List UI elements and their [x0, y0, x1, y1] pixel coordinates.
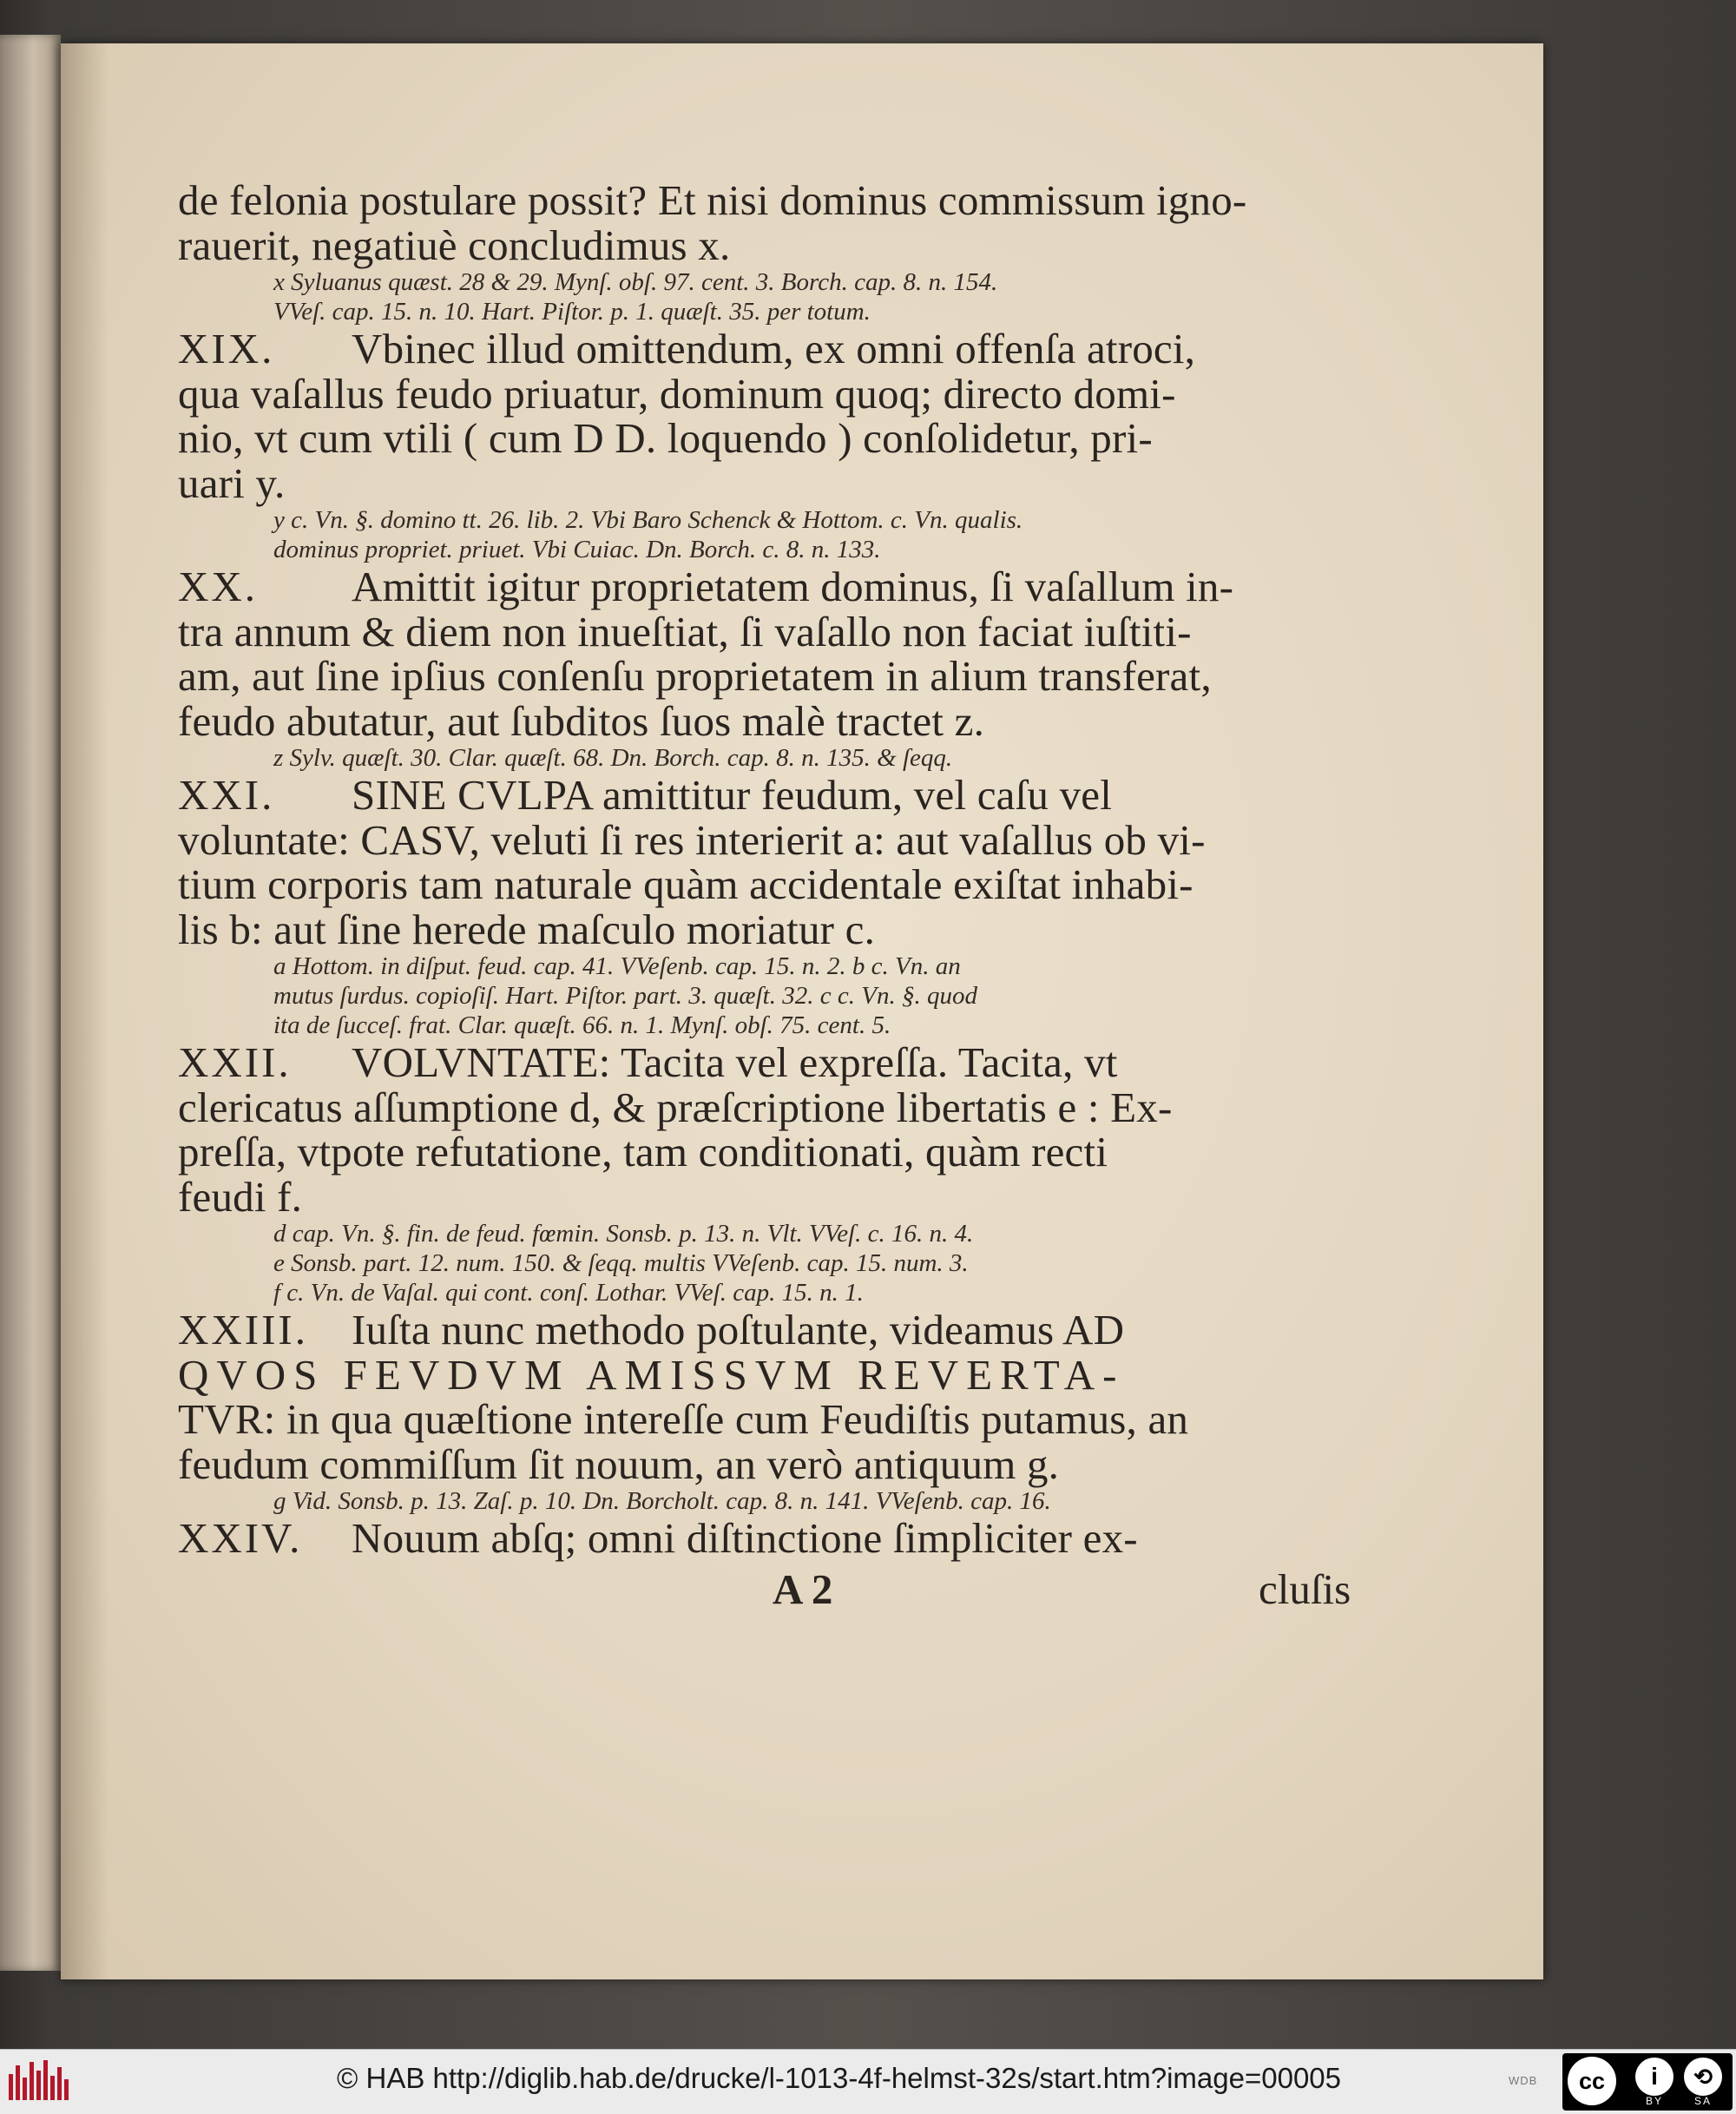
text-line: voluntate: CASV, veluti ſi res interierit a: aut vaſallus ob vi- [178, 815, 1206, 864]
text-line: clericatus aſſumptione d, & præſcriptione libertatis e : Ex- [178, 1083, 1173, 1131]
paragraph-text: Amittit igitur proprietatem dominus, ſi vaſallum in- [352, 563, 1234, 610]
footnote-line: g Vid. Sonsb. p. 13. Zaſ. p. 10. Dn. Borcholt. cap. 8. n. 141. VVeſenb. cap. 16. [273, 1487, 1051, 1515]
paragraph-text: Vbinec illud omittendum, ex omni offenſa atroci, [352, 325, 1196, 372]
paragraph-start-line [178, 1040, 1263, 1085]
text-line: tra annum & diem non inueſtiat, ſi vaſallo non faciat iuſtiti- [178, 607, 1192, 655]
text-line: nio, vt cum vtili ( cum D D. loquendo ) conſolidetur, pri- [178, 414, 1153, 462]
paragraph-start-line [178, 1307, 1263, 1353]
text-line: rauerit, negatiuè concludimus x. [178, 221, 731, 269]
text-line: feudo abutatur, aut ſubditos ſuos malè tractet z. [178, 696, 985, 745]
footnote-line: dominus propriet. priuet. Vbi Cuiac. Dn. Borch. c. 8. n. 133. [273, 536, 881, 563]
paragraph-text: SINE CVLPA amittitur feudum, vel caſu vel [352, 771, 1113, 819]
paragraph-number: XX. [178, 563, 259, 610]
signature-mark: A 2 [773, 1564, 833, 1613]
book-page [61, 43, 1543, 1979]
paragraph-start-line [178, 326, 1263, 372]
text-line: feudi f. [178, 1172, 303, 1221]
sa-icon: ⟲ [1684, 2058, 1722, 2096]
footer-bar [0, 2049, 1736, 2114]
footnote-line: d cap. Vn. §. fin. de feud. fœmin. Sonsb. p. 13. n. Vlt. VVeſ. c. 16. n. 4. [273, 1220, 974, 1248]
text-line: am, aut ſine ipſius conſenſu proprietatem in alium transferat, [178, 652, 1212, 700]
text-line: lis b: aut ſine herede maſculo moriatur c. [178, 905, 876, 953]
text-line: de felonia postulare possit? Et nisi dominus commissum igno- [178, 176, 1247, 224]
text-line: preſſa, vtpote refutatione, tam conditionati, quàm recti [178, 1128, 1108, 1176]
hab-logo-icon [5, 2057, 75, 2105]
paragraph-start-line [178, 773, 1263, 818]
paragraph-start-line [178, 1516, 1263, 1561]
by-icon: i [1635, 2058, 1674, 2096]
catchword: cluſis [1259, 1564, 1351, 1613]
signature-line [178, 1564, 1351, 1615]
text-line: TVR: in qua quæſtione intereſſe cum Feudiſtis putamus, an [178, 1395, 1189, 1443]
previous-page-edge [0, 35, 61, 1971]
sa-label: SA [1694, 2095, 1713, 2107]
footnote-line: ita de ſucceſ. frat. Clar. quæſt. 66. n. 1. Mynſ. obſ. 75. cent. 5. [273, 1011, 891, 1039]
paragraph-text: Nouum abſq; omni diſtinctione ſimpliciter ex- [352, 1514, 1138, 1562]
paragraph-number: XXI. [178, 771, 275, 819]
cc-icon: cc [1568, 2057, 1616, 2105]
text-line: uari y. [178, 458, 286, 507]
cc-license-badge[interactable] [1562, 2053, 1733, 2111]
footnote-line: x Syluanus quæst. 28 & 29. Mynſ. obſ. 97. cent. 3. Borch. cap. 8. n. 154. [273, 268, 998, 296]
text-line: feudum commiſſum ſit nouum, an verò antiquum g. [178, 1439, 1060, 1488]
page-text [178, 176, 1351, 1615]
text-line: QVOS FEVDVM AMISSVM REVERTA- [178, 1350, 1125, 1399]
footnote-line: y c. Vn. §. domino tt. 26. lib. 2. Vbi Baro Schenck & Hottom. c. Vn. qualis. [273, 506, 1023, 534]
paragraph-number: XXIV. [178, 1514, 303, 1562]
footnote-line: VVeſ. cap. 15. n. 10. Hart. Piſtor. p. 1. quæſt. 35. per totum. [273, 298, 871, 326]
paragraph-number: XIX. [178, 325, 275, 372]
by-label: BY [1646, 2095, 1664, 2107]
footnote-line: f c. Vn. de Vaſal. qui cont. conſ. Lothar. VVeſ. cap. 15. n. 1. [273, 1279, 864, 1307]
paragraph-number: XXII. [178, 1038, 292, 1086]
footnote-line: e Sonsb. part. 12. num. 150. & ſeqq. multis VVeſenb. cap. 15. num. 3. [273, 1249, 969, 1277]
footnote-line: z Sylv. quæſt. 30. Clar. quæſt. 68. Dn. Borch. cap. 8. n. 135. & ſeqq. [273, 744, 953, 772]
footnote-line: mutus ſurdus. copioſiſ. Hart. Piſtor. part. 3. quæſt. 32. c c. Vn. §. quod [273, 982, 977, 1010]
paragraph-start-line [178, 564, 1263, 609]
wdb-label: WDB [1509, 2074, 1538, 2087]
text-line: qua vaſallus feudo priuatur, dominum quoq; directo domi- [178, 369, 1176, 418]
footnote-line: a Hottom. in diſput. feud. cap. 41. VVeſenb. cap. 15. n. 2. b c. Vn. an [273, 952, 961, 980]
credit-link[interactable]: © HAB http://diglib.hab.de/drucke/l-1013-4f-helmst-32s/start.htm?image=00005 [337, 2062, 1342, 2094]
text-line: tium corporis tam naturale quàm accidentale exiſtat inhabi- [178, 860, 1194, 908]
paragraph-number: XXIII. [178, 1306, 308, 1353]
paragraph-text: VOLVNTATE: Tacita vel expreſſa. Tacita, vt [352, 1038, 1118, 1086]
paragraph-text: Iuſta nunc methodo poſtulante, videamus AD [352, 1306, 1125, 1353]
